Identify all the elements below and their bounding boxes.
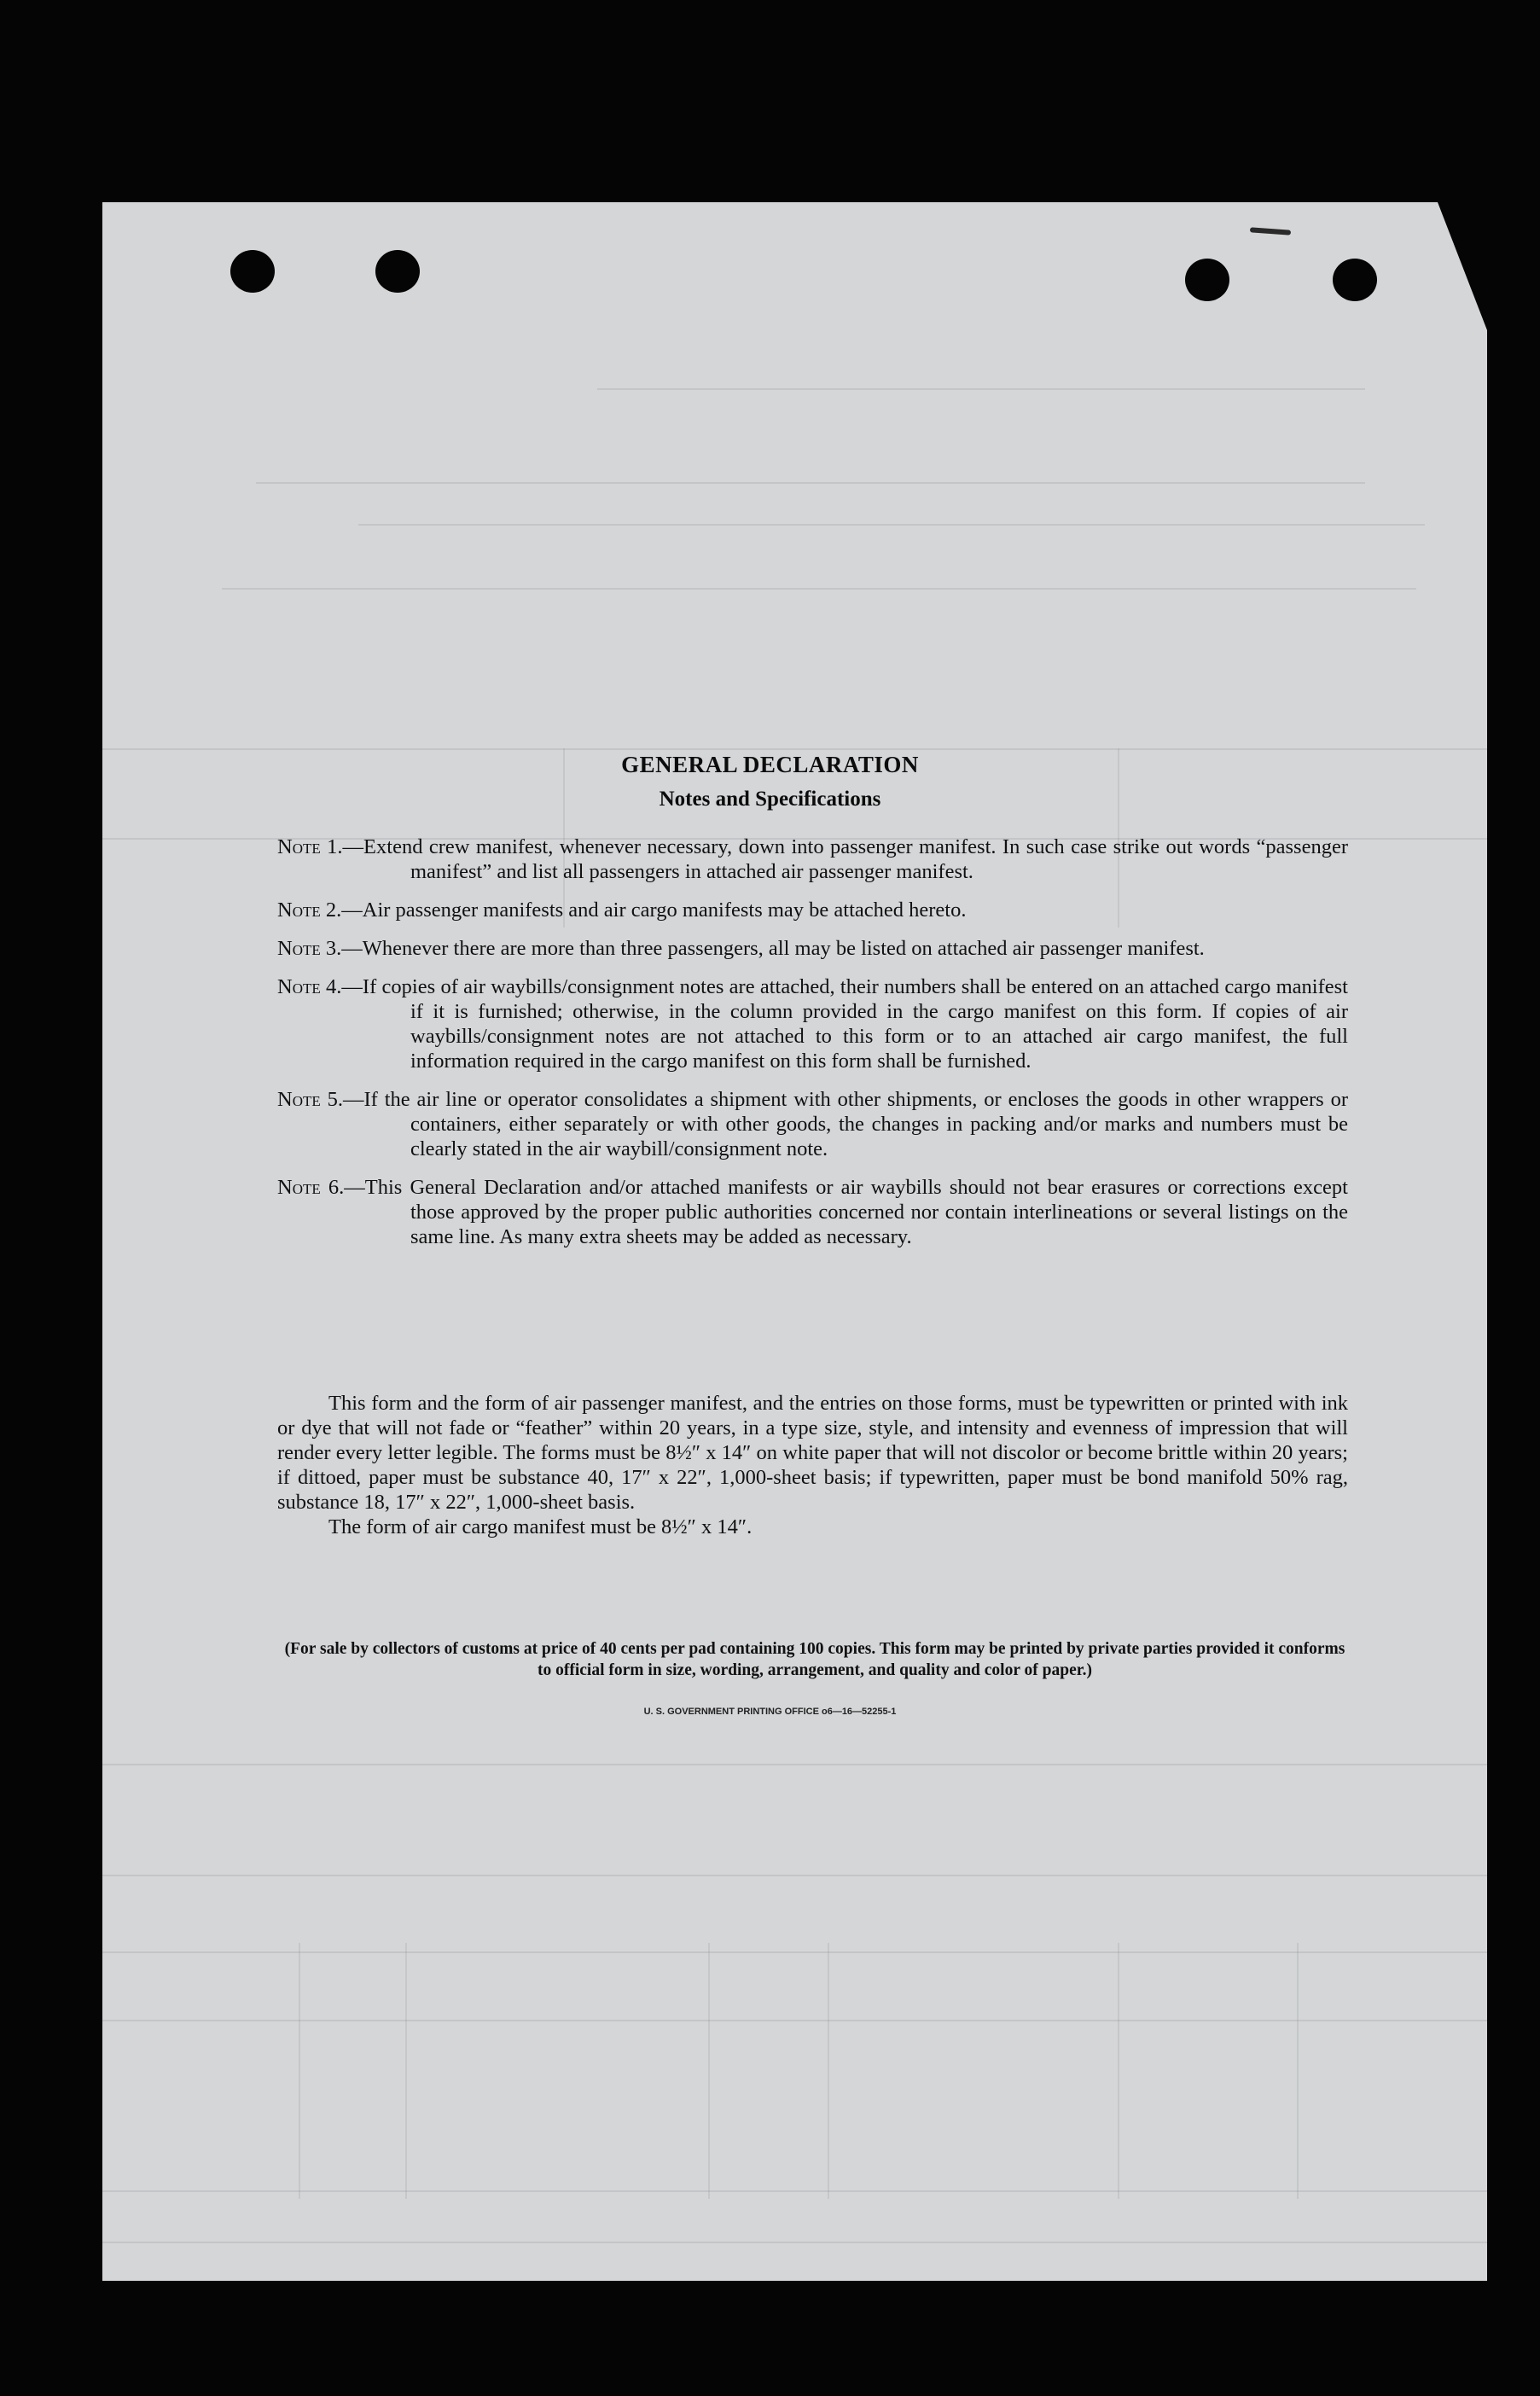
document-title: GENERAL DECLARATION bbox=[621, 752, 919, 777]
cargo-size-line: The form of air cargo manifest must be 8½″ x 14″. bbox=[328, 1515, 753, 1538]
note-4: Note 4.—If copies of air waybills/consignment notes are attached, their numbers shall be entered on an attached cargo manifest if it is furnished; otherwise, in the column provided in the cargo manifest on this form. If copies of air waybills/consignment notes are not attached to this form or to an attached air cargo manifest, the full information required in the cargo manifest on this form shall be furnished. bbox=[277, 975, 1348, 1073]
format-requirements bbox=[277, 1391, 1348, 1539]
note-text: Extend crew manifest, whenever necessary, down into passenger manifest. In such case strike out words “passenger manifest” and list all passengers in attached air passenger manifest. bbox=[363, 835, 1349, 883]
note-label: Note 5. bbox=[277, 1088, 344, 1111]
note-1: Note 1.—Extend crew manifest, whenever necessary, down into passenger manifest. In such case strike out words “passenger manifest” and list all passengers in attached air passenger manifest. bbox=[277, 835, 1349, 883]
document-subtitle: Notes and Specifications bbox=[659, 788, 881, 811]
note-text: This General Declaration and/or attached manifests or air waybills should not bear erasures or corrections except those approved by the proper public authorities concerned nor contain interlineations or several listings on the same line. As many extra sheets may be added as necessary. bbox=[364, 1176, 1348, 1248]
punch-hole bbox=[230, 250, 275, 293]
printer-imprint: U. S. GOVERNMENT PRINTING OFFICE o6—16—52255-1 bbox=[643, 1707, 897, 1717]
punch-hole bbox=[1185, 259, 1229, 301]
note-label: Note 3. bbox=[277, 937, 342, 960]
note-3: Note 3.—Whenever there are more than three passengers, all may be listed on attached air passenger manifest. bbox=[277, 937, 1205, 960]
note-5: Note 5.—If the air line or operator consolidates a shipment with other shipments, or encloses the goods in other wrappers or containers, either separately or with other goods, the changes in packing and/or marks and numbers must be clearly stated in the air waybill/consignment note. bbox=[277, 1088, 1348, 1160]
note-label: Note 4. bbox=[277, 975, 342, 998]
note-text: Whenever there are more than three passengers, all may be listed on attached air passenger manifest. bbox=[362, 937, 1205, 960]
punch-hole bbox=[375, 250, 420, 293]
notes-list bbox=[277, 835, 1348, 1263]
format-paragraph: This form and the form of air passenger manifest, and the entries on those forms, must be typewritten or printed with ink or dye that will not fade or “feather” within 20 years, in a type size, style, and intensity and evenness of impression that will render every letter legible. The forms must be 8½″ x 14″ on white paper that will not discolor or become brittle within 20 years; if dittoed, paper must be substance 40, 17″ x 22″, 1,000-sheet basis; if typewritten, paper must be bond manifold 50% rag, substance 18, 17″ x 22″, 1,000-sheet basis. bbox=[277, 1392, 1348, 1514]
note-label: Note 6. bbox=[277, 1176, 345, 1199]
note-2: Note 2.—Air passenger manifests and air cargo manifests may be attached hereto. bbox=[277, 898, 967, 922]
punch-hole bbox=[1333, 259, 1377, 301]
note-6: Note 6.—This General Declaration and/or attached manifests or air waybills should not bear erasures or corrections except those approved by the proper public authorities concerned nor contain interlineations or several listings on the same line. As many extra sheets may be added as necessary. bbox=[277, 1176, 1348, 1248]
note-label: Note 1. bbox=[277, 835, 343, 858]
note-text: If the air line or operator consolidates a shipment with other shipments, or encloses the goods in other wrappers or containers, either separately or with other goods, the changes in packing and/or marks and numbers must be clearly stated in the air waybill/consignment note. bbox=[363, 1088, 1348, 1160]
note-text: Air passenger manifests and air cargo manifests may be attached hereto. bbox=[362, 898, 967, 922]
note-label: Note 2. bbox=[277, 898, 342, 922]
note-text: If copies of air waybills/consignment notes are attached, their numbers shall be entered on an attached cargo manifest if it is furnished; otherwise, in the column provided in the cargo manifest on this form. If copies of air waybills/consignment notes are not attached to this form or to an attached air cargo manifest, the full information required in the cargo manifest on this form shall be furnished. bbox=[362, 975, 1348, 1073]
sale-note: (For sale by collectors of customs at price of 40 cents per pad containing 100 copies. This form may be printed by private parties provided it conforms to official form in size, wording, arrangement, and quality and color of paper.) bbox=[284, 1640, 1345, 1679]
